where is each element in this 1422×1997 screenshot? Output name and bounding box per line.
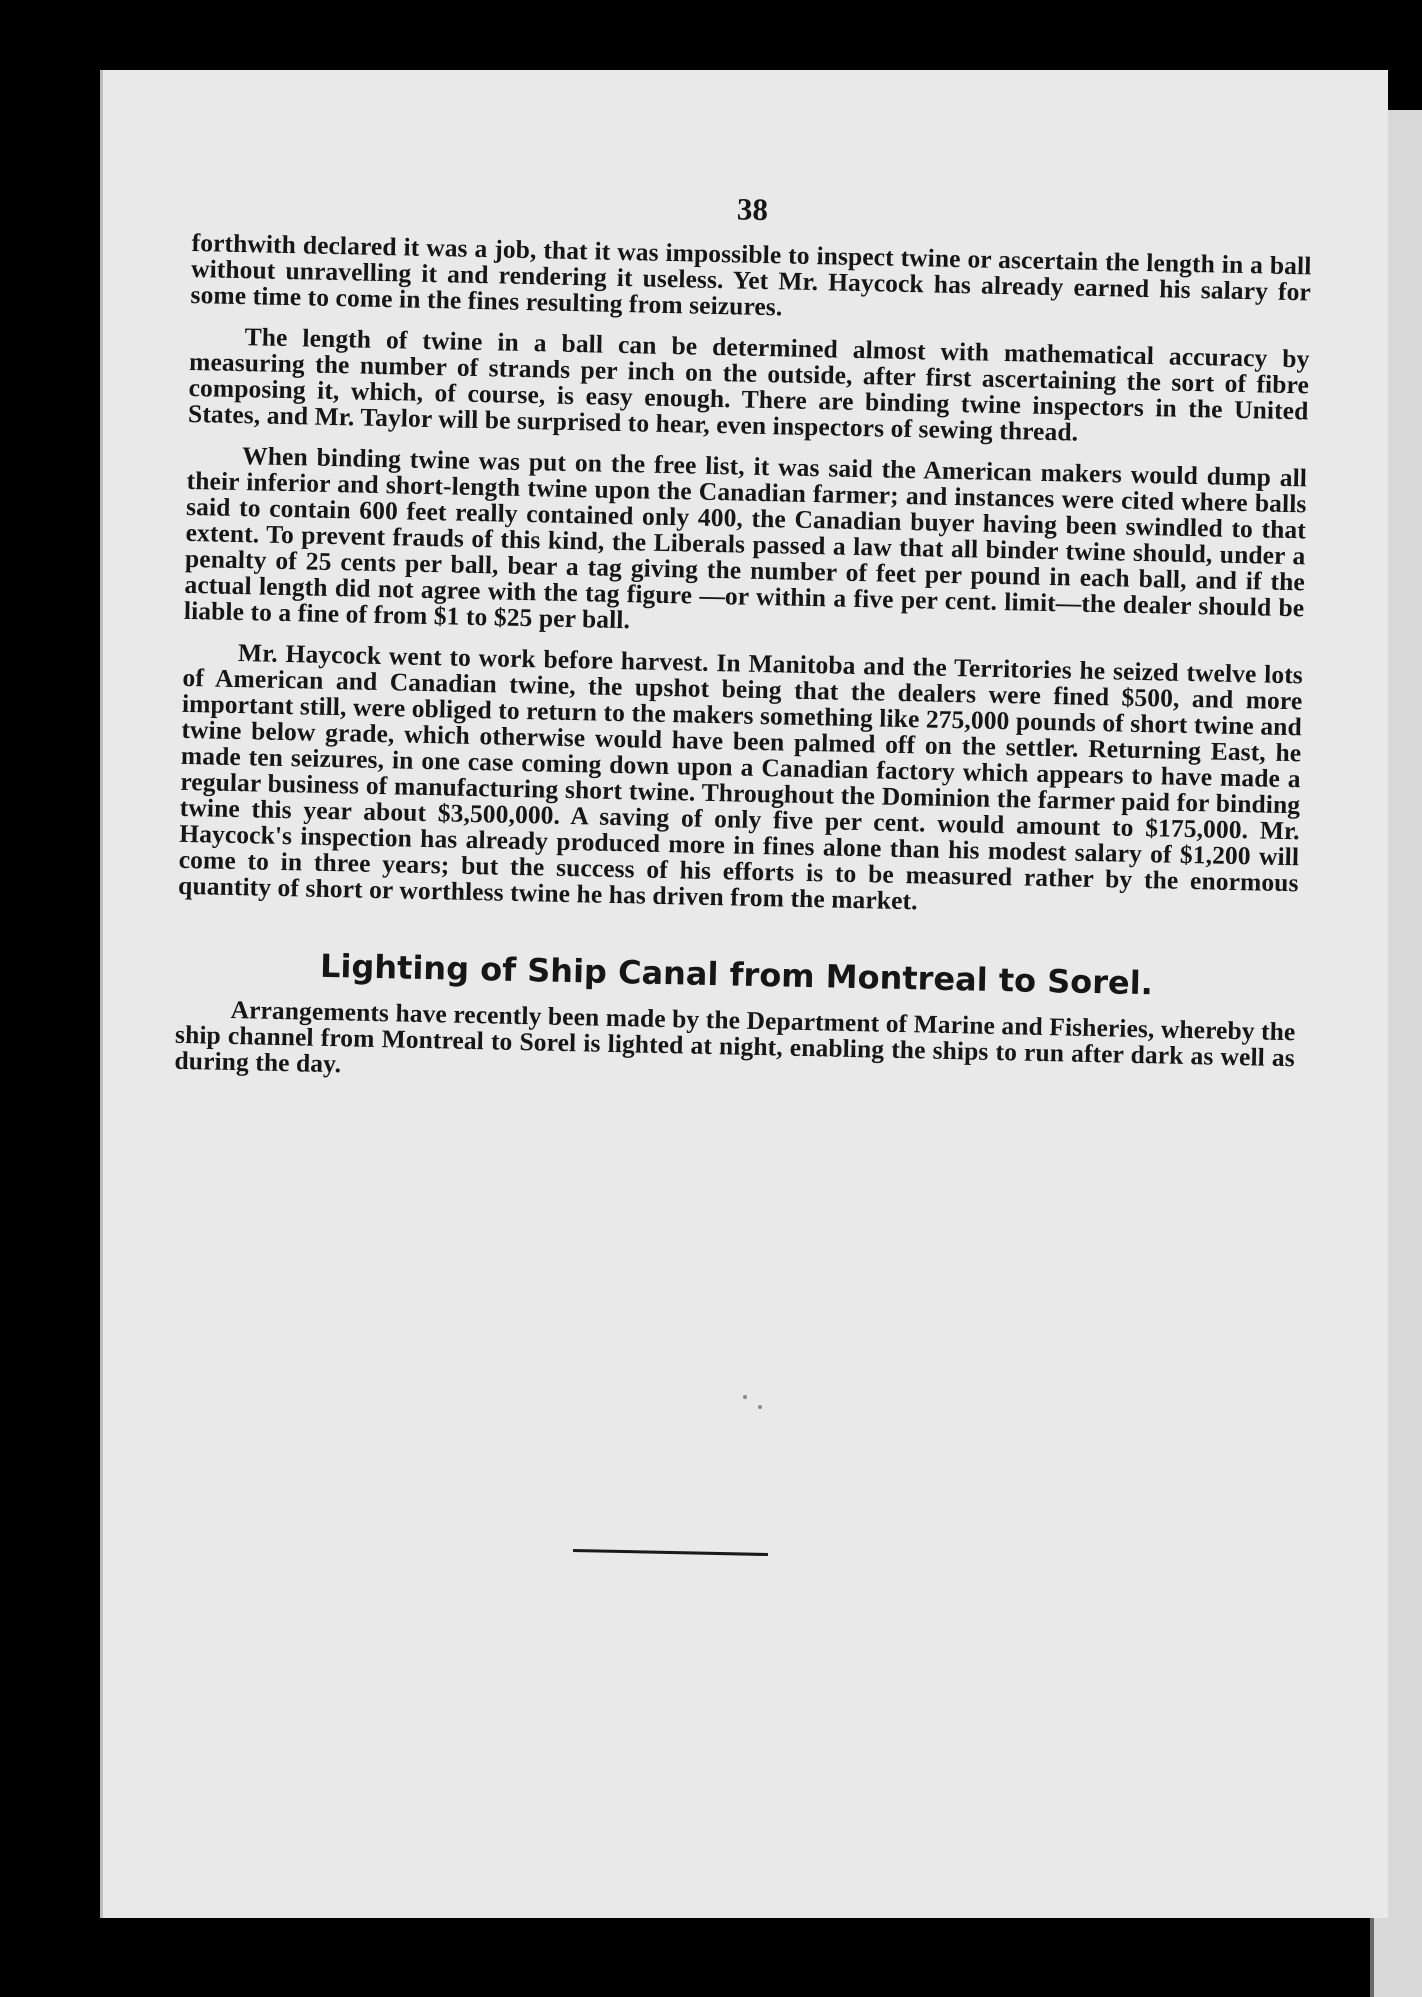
closing-paragraph: Arrangements have recently been made by the Department of Marine and Fisheries, whereby the ship channel from Montreal to Sorel is lighted at night, enabling the ships to run after dark as well as during the day. [174, 994, 1296, 1079]
page-number: 38 [736, 191, 769, 228]
paragraph-2: The length of twine in a ball can be determined almost with mathematical accuracy by measuring the number of strands per inch on the outside, after first ascertaining the sort of fibre composing it, which, of course, is easy enough. There are binding twine inspectors in the United States, and Mr. Taylor will be surprised to hear, even inspectors of sewing thread. [187, 322, 1310, 447]
scan-speck [743, 1395, 747, 1399]
end-rule [573, 1549, 768, 1556]
paragraph-3: When binding twine was put on the free list, it was said the American makers would dump all their inferior and short-length twine upon the Canadian farmer; and instances were cited where balls said to contain 600 feet really contained only 400, the Canadian buyer having been swindled to that extent. To prevent frauds of this kind, the Liberals passed a law that all binder twine should, under a penalty of 25 cents per ball, bear a tag giving the number of feet per pound in each ball, and if the actual length did not agree with the tag figure —or within a five per cent. limit—the dealer should be liable to a fine of from $1 to $25 per ball. [183, 441, 1308, 635]
scan-speck [758, 1405, 762, 1409]
document-page [100, 70, 1388, 1918]
paragraph-4: Mr. Haycock went to work before harvest. In Manitoba and the Territories he seized twelve lots of American and Canadian twine, the upshot being that the dealers were fined $500, and more important still, were obliged to return to the makers something like 275,000 pounds of short twine and twine below grade, which otherwise would have been palmed off on the settler. Returning East, he made ten seizures, in one case coming down upon a Canadian factory which appears to have made a regular business of manufacturing short twine. Throughout the Dominion the farmer paid for binding twine this year about $3,500,000. A saving of only five per cent. would amount to $175,000. Mr. Haycock's inspection has already produced more in fines alone than his modest salary of $1,200 will come to in three years; but the success of his efforts is to be measured rather by the enormous quantity of short or worthless twine he has driven from the market. [177, 638, 1304, 916]
paragraph-1: forthwith declared it was a job, that it was impossible to inspect twine or ascertain the length in a ball without unravelling it and rendering it useless. Yet Mr. Haycock has already earned his salary for some time to come in the fines resulting from seizures. [190, 227, 1312, 322]
page-content [174, 180, 1313, 1112]
section-heading: Lighting of Ship Canal from Montreal to Sorel. [319, 946, 1154, 1003]
